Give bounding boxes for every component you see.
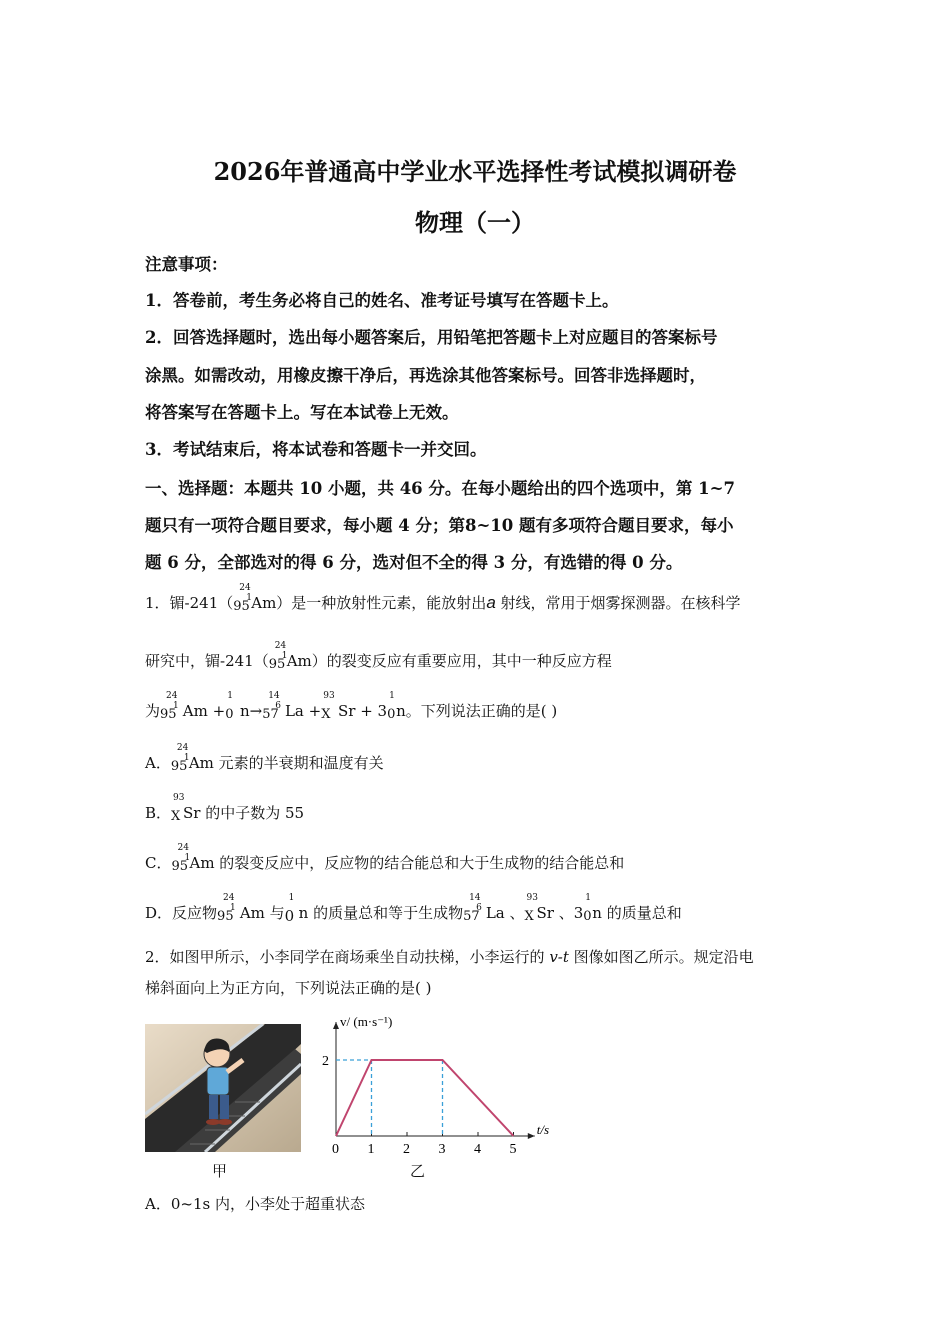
q1-line2	[145, 641, 612, 673]
nuclide-z: 0	[225, 707, 234, 722]
q1-option-a	[145, 743, 384, 775]
note-item-1: 1．答卷前，考生务必将自己的姓名、准考证号填写在答题卡上。	[145, 291, 619, 310]
figure-b-caption: 乙	[410, 1162, 426, 1180]
option-text: Sr 的中子数为 55	[183, 804, 305, 822]
eq-postfix: 。下列说法正确的是( )	[405, 702, 558, 720]
nuclide-z: 57	[463, 909, 480, 924]
x-tick-label: 4	[474, 1142, 481, 1157]
option-text: n 的质量总和等于生成物	[298, 904, 464, 922]
vt-symbol: v-t	[549, 948, 569, 966]
nuclide-z: 0	[583, 909, 592, 924]
x-tick-label: 0	[332, 1142, 339, 1157]
q2-line1	[145, 946, 754, 967]
note-item-2-line3: 将答案写在答题卡上。写在本试卷上无效。	[145, 403, 459, 422]
nuclide-neutron	[284, 893, 299, 925]
nuclide-z: X	[321, 707, 331, 722]
eq-n2: n	[396, 702, 406, 720]
nuclide-mass-digit: 6	[476, 903, 482, 913]
nuclide-am	[268, 641, 288, 673]
nuclide-mass-digit: 6	[275, 701, 281, 711]
option-text: 反应物	[172, 904, 218, 922]
nuclide-mass: 14	[268, 691, 280, 701]
nuclide-mass: 24	[177, 843, 189, 853]
x-tick-label: 2	[403, 1142, 410, 1157]
nuclide-z: 0	[284, 907, 295, 925]
q1-line1-text-a: 1．镅-241（	[145, 594, 234, 612]
section-intro-line1: 一、选择题：本题共 10 小题，共 46 分。在每小题给出的四个选项中，第 1~7	[145, 479, 735, 498]
nuclide-z: 95	[268, 657, 286, 672]
q1-line2-text-a: 研究中，镅-241（	[145, 652, 269, 670]
option-text: La 、	[481, 904, 525, 922]
x-axis-label: t/s	[536, 1122, 550, 1137]
nuclide-mass: 24	[239, 583, 251, 593]
nuclide-z: X	[171, 809, 181, 824]
nuclide-sr	[524, 893, 538, 925]
x-axis-arrow	[528, 1133, 535, 1139]
nuclide-mass-digit: 1	[281, 651, 288, 661]
nuclide-z: X	[524, 909, 534, 924]
q1-equation	[145, 691, 558, 723]
q2-text-b: 图像如图乙所示。规定沿电	[568, 948, 754, 966]
eq-sr: Sr + 3	[333, 702, 388, 720]
option-text: Am 元素的半衰期和温度有关	[188, 754, 384, 772]
option-label: B．	[145, 804, 172, 822]
nuclide-mass: 1	[585, 893, 592, 903]
nuclide-mass-digit: 1	[246, 593, 252, 603]
eq-am: Am +	[178, 702, 226, 720]
reaction-arrow: →	[249, 702, 263, 720]
nuclide-z: 95	[233, 599, 250, 614]
nuclide-neutron	[387, 691, 396, 723]
q2-option-a: A．0~1s 内，小李处于超重状态	[145, 1195, 365, 1213]
eq-prefix: 为	[145, 702, 161, 720]
q1-line1-text-b: Am）是一种放射性元素，能放射出	[251, 594, 487, 612]
nuclide-mass: 1	[288, 893, 295, 903]
nuclide-mass: 24	[176, 743, 189, 753]
nuclide-neutron	[225, 691, 235, 723]
option-text: Am 的裂变反应中，反应物的结合能总和大于生成物的结合能总和	[189, 854, 625, 872]
y-axis-arrow	[333, 1022, 339, 1029]
q1-line2-text-b: Am）的裂变反应有重要应用，其中一种反应方程	[286, 652, 612, 670]
note-item-2-line2: 涂黑。如需改动，用橡皮擦干净后，再选涂其他答案标号。回答非选择题时，	[145, 366, 706, 385]
nuclide-mass: 93	[526, 893, 538, 903]
nuclide-am	[160, 691, 179, 723]
vt-series-line	[336, 1060, 514, 1136]
section-intro-line2: 题只有一项符合题目要求，每小题 4 分；第8~10 题有多项符合题目要求，每小	[145, 516, 734, 535]
option-label: D．	[145, 904, 173, 922]
x-tick-label: 1	[367, 1142, 375, 1157]
option-text: Sr 、3	[536, 904, 584, 922]
eq-n: n	[235, 702, 250, 720]
x-tick-label: 5	[509, 1142, 517, 1157]
nuclide-mass: 24	[166, 691, 178, 701]
exam-subtitle: 物理（一）	[415, 208, 535, 237]
vt-graph	[318, 1008, 558, 1158]
eq-la: La +	[280, 702, 322, 720]
escalator-illustration	[145, 1024, 301, 1152]
q1-line1-text-c: 射线，常用于烟雾探测器。在核科学	[495, 594, 741, 612]
nuclide-am	[171, 843, 191, 875]
option-label: A．	[145, 754, 171, 772]
nuclide-sr	[321, 691, 335, 723]
nuclide-mass: 93	[173, 793, 185, 803]
notes-heading: 注意事项：	[145, 255, 228, 274]
nuclide-mass-digit: 1	[173, 701, 179, 711]
nuclide-mass: 1	[227, 691, 233, 701]
nuclide-mass-digit: 1	[184, 853, 191, 863]
nuclide-z: 95	[217, 909, 234, 924]
nuclide-am	[217, 893, 236, 925]
q1-line1	[145, 583, 741, 615]
q2-line2: 梯斜面向上为正方向，下列说法正确的是( )	[145, 979, 432, 997]
nuclide-z: 57	[262, 707, 279, 722]
nuclide-am	[233, 583, 252, 615]
option-label: C．	[145, 854, 172, 872]
q1-option-b	[145, 793, 305, 825]
figure-a-caption: 甲	[212, 1162, 228, 1180]
y-axis-label: v/ (m·s⁻¹)	[340, 1014, 393, 1029]
nuclide-mass: 1	[389, 691, 395, 701]
nuclide-mass-digit: 1	[183, 753, 190, 763]
nuclide-la	[262, 691, 281, 723]
nuclide-mass: 24	[223, 893, 235, 903]
q1-option-d	[145, 893, 682, 925]
nuclide-sr	[171, 793, 185, 825]
nuclide-z: 95	[170, 759, 188, 774]
nuclide-mass: 24	[274, 641, 287, 651]
section-intro-line3: 题 6 分，全部选对的得 6 分，选对但不全的得 3 分，有选错的得 0 分。	[145, 553, 683, 572]
nuclide-z: 0	[387, 707, 396, 722]
option-text: n 的质量总和	[592, 904, 682, 922]
y-tick-label: 2	[322, 1054, 329, 1069]
note-item-2-line1: 2．回答选择题时，选出每小题答案后，用铅笔把答题卡上对应题目的答案标号	[145, 328, 718, 347]
nuclide-neutron	[583, 893, 592, 925]
note-item-3: 3．考试结束后，将本试卷和答题卡一并交回。	[145, 440, 487, 459]
nuclide-la	[463, 893, 482, 925]
nuclide-z: 95	[171, 859, 189, 874]
alpha-symbol: a	[486, 593, 496, 612]
exam-title: 2026年普通高中学业水平选择性考试模拟调研卷	[213, 157, 737, 186]
nuclide-mass: 93	[323, 691, 335, 701]
q1-option-c	[145, 843, 625, 875]
q2-text-a: 2．如图甲所示，小李同学在商场乘坐自动扶梯，小李运行的	[145, 948, 550, 966]
option-text: Am 与	[235, 904, 285, 922]
nuclide-mass: 14	[469, 893, 481, 903]
nuclide-z: 95	[160, 707, 177, 722]
x-tick-label: 3	[438, 1142, 446, 1157]
nuclide-am	[170, 743, 190, 775]
nuclide-mass-digit: 1	[230, 903, 236, 913]
